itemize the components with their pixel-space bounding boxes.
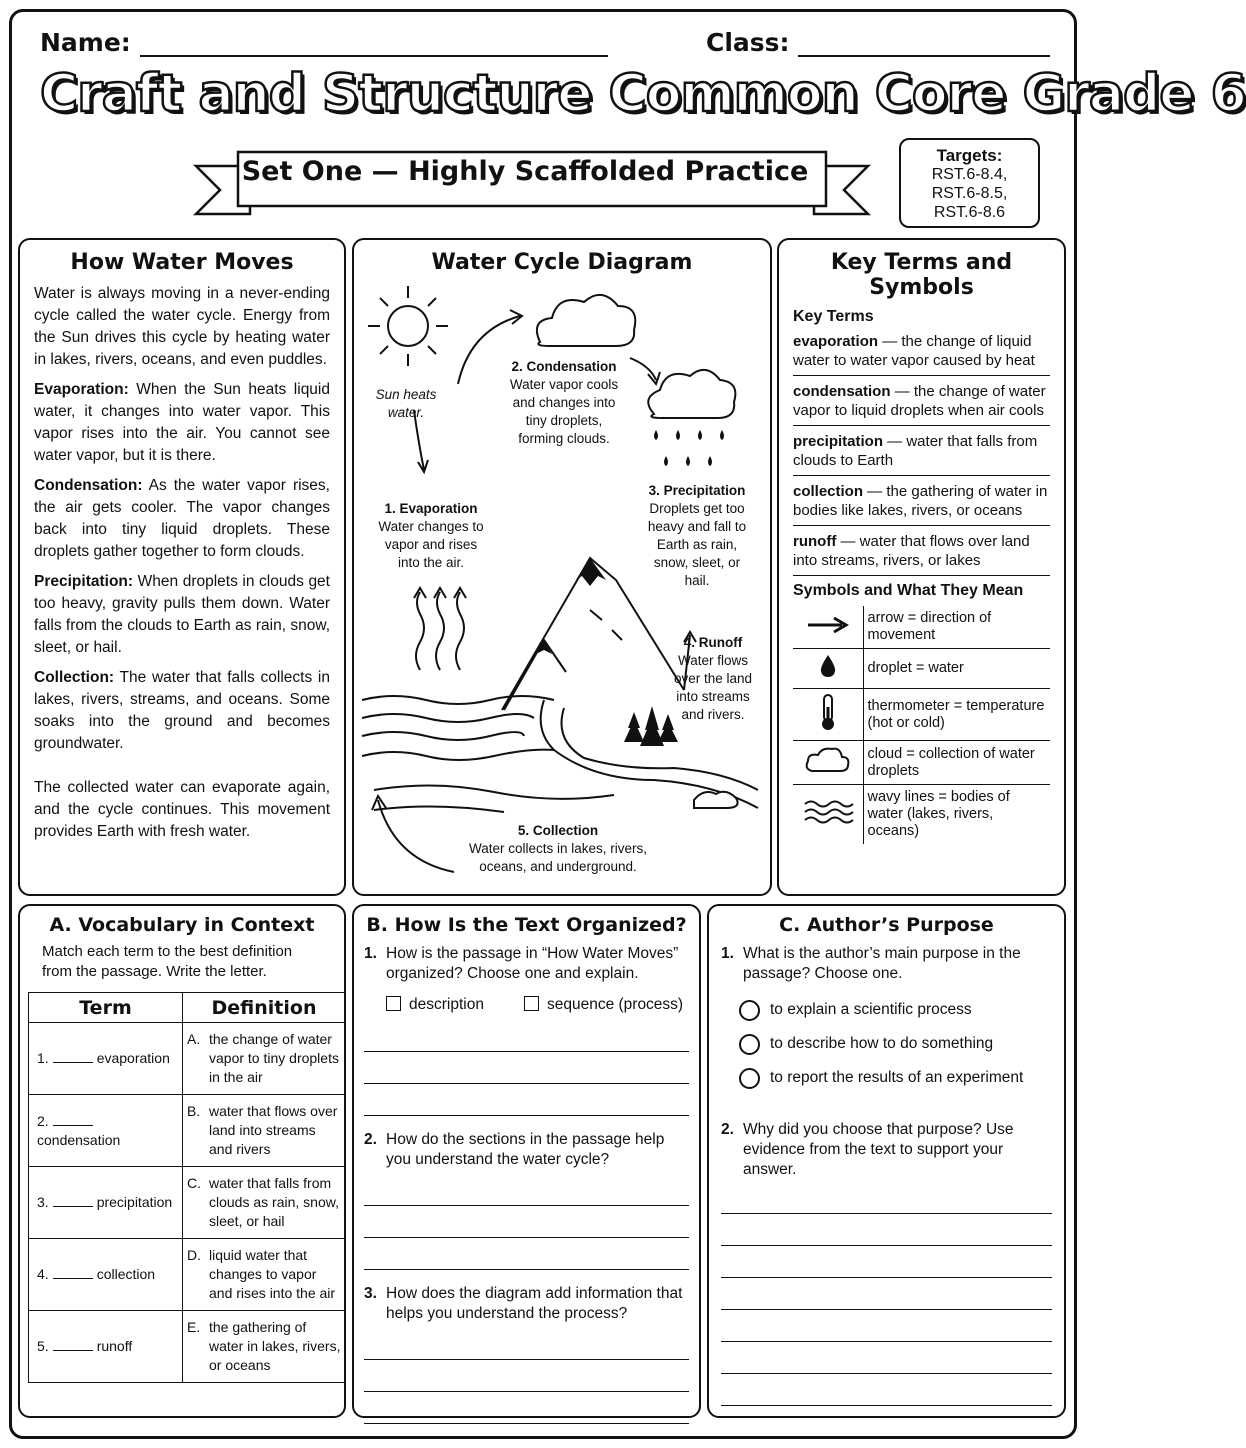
rain-cloud-icon <box>648 370 735 418</box>
passage-section: Evaporation: When the Sun heats liquid water, it changes into water vapor. This vapor rises into the air. You cannot see water vapor, but it is there. <box>34 381 330 464</box>
question-2: 2. How do the sections in the passage help you understand the water cycle? <box>364 1131 665 1168</box>
answer-blank[interactable] <box>53 1062 93 1063</box>
checkbox-description[interactable]: description <box>386 996 484 1014</box>
symbol-row: arrow = direction of movement <box>793 606 1050 649</box>
answer-line[interactable] <box>364 1328 689 1360</box>
table-row: 1. evaporation A. the change of water vapor to tiny droplets in the air <box>29 1023 346 1095</box>
droplet-icon <box>818 653 838 679</box>
answer-line[interactable] <box>364 1174 689 1206</box>
col-term: Term <box>29 993 183 1023</box>
col-definition: Definition <box>183 993 346 1023</box>
diagram-panel <box>352 238 772 896</box>
question-3: 3. How does the diagram add information that helps you understand the process? <box>364 1285 683 1322</box>
symbol-row: thermometer = temperature (hot or cold) <box>793 689 1050 741</box>
sun-icon <box>368 286 448 366</box>
key-term: precipitation — water that falls from clouds to Earth <box>793 432 1050 476</box>
class-label: Class: <box>706 28 790 57</box>
name-line[interactable] <box>140 33 608 57</box>
answer-line[interactable] <box>721 1246 1052 1278</box>
symbols-table <box>793 606 1050 844</box>
key-terms-heading: Key Terms <box>793 308 874 325</box>
targets-box <box>899 138 1040 228</box>
wavy-lines-icon <box>803 798 853 826</box>
question-1: 1. What is the author’s main purpose in the passage? Choose one. <box>721 945 1021 982</box>
checkbox-sequence[interactable]: sequence (process) <box>524 996 683 1014</box>
subtitle: Set One — Highly Scaffolded Practice <box>241 156 809 187</box>
radio-option[interactable]: to report the results of an experiment <box>739 1066 1052 1090</box>
organization-panel <box>352 904 701 1418</box>
answer-line[interactable] <box>721 1374 1052 1406</box>
answer-blank[interactable] <box>53 1125 93 1126</box>
table-row: 4. collection D. liquid water that changes to vapor and rises into the air <box>29 1239 346 1311</box>
answer-line[interactable] <box>721 1342 1052 1374</box>
arrow-icon <box>806 615 850 635</box>
answer-line[interactable] <box>364 1238 689 1270</box>
passage-panel <box>18 238 346 896</box>
vocab-panel <box>18 904 346 1418</box>
answer-line[interactable] <box>364 1392 689 1424</box>
symbol-row: cloud = collection of water droplets <box>793 741 1050 785</box>
answer-line[interactable] <box>721 1278 1052 1310</box>
answer-line[interactable] <box>364 1020 689 1052</box>
key-term: evaporation — the change of liquid water to water vapor caused by heat <box>793 332 1050 376</box>
step-evaporation: 1. Evaporation Water changes to vapor and rises into the air. <box>378 501 484 570</box>
answer-line[interactable] <box>721 1310 1052 1342</box>
purpose-title: C. Author’s Purpose <box>779 914 994 936</box>
answer-line[interactable] <box>721 1214 1052 1246</box>
raindrops <box>654 430 724 466</box>
key-terms-panel <box>777 238 1066 896</box>
key-term: collection — the gathering of water in bodies like lakes, rivers, or oceans <box>793 482 1050 526</box>
passage-section: Condensation: As the water vapor rises, the air gets cooler. The vapor changes back into tiny liquid droplets. These droplets gather together to form clouds. <box>34 477 330 560</box>
question-2: 2. Why did you choose that purpose? Use evidence from the text to support your answer. <box>721 1121 1014 1178</box>
step-collection: 5. Collection Water collects in lakes, rivers, oceans, and underground. <box>468 823 648 874</box>
key-term: runoff — water that flows over land into streams, rivers, or lakes <box>793 532 1050 576</box>
answer-blank[interactable] <box>53 1278 93 1279</box>
answer-blank[interactable] <box>53 1350 93 1351</box>
radio-option[interactable]: to describe how to do something <box>739 1032 1052 1056</box>
answer-line[interactable] <box>364 1206 689 1238</box>
answer-line[interactable] <box>364 1052 689 1084</box>
answer-line[interactable] <box>721 1182 1052 1214</box>
class-field[interactable] <box>706 28 1050 57</box>
table-row: 5. runoff E. the gathering of water in lakes, rivers, or oceans <box>29 1311 346 1383</box>
key-term: condensation — the change of water vapor to liquid droplets when air cools <box>793 382 1050 426</box>
passage-section: Precipitation: When droplets in clouds get too heavy, gravity pulls them down. Water falls from the clouds to Earth as rain, snow, sleet, or hail. <box>34 573 330 656</box>
answer-line[interactable] <box>364 1360 689 1392</box>
passage-section: Collection: The water that falls collects in lakes, rivers, streams, and oceans. Some soaks into the ground and becomes groundwater. <box>34 669 330 752</box>
answer-blank[interactable] <box>53 1206 93 1207</box>
passage-title: How Water Moves <box>70 250 294 275</box>
answer-line[interactable] <box>364 1084 689 1116</box>
question-1: 1. How is the passage in “How Water Moves” organized? Choose one and explain. <box>364 945 679 982</box>
radio-option[interactable]: to explain a scientific process <box>739 998 1052 1022</box>
target-item: RST.6-8.5, <box>931 185 1008 202</box>
cloud-icon <box>804 745 852 775</box>
cloud-icon <box>537 295 635 346</box>
sun-label: Sun heats water. <box>375 387 437 420</box>
class-line[interactable] <box>798 33 1050 57</box>
step-precipitation: 3. Precipitation Droplets get too heavy and fall to Earth as rain, snow, sleet, or hail. <box>647 483 747 588</box>
target-item: RST.6-8.4, <box>931 166 1008 183</box>
symbol-row: droplet = water <box>793 649 1050 689</box>
step-condensation: 2. Condensation Water vapor cools and changes into tiny droplets, forming clouds. <box>509 359 619 446</box>
name-label: Name: <box>40 28 131 57</box>
name-field[interactable] <box>40 28 608 57</box>
vocab-title: A. Vocabulary in Context <box>49 914 315 936</box>
target-item: RST.6-8.6 <box>933 204 1006 221</box>
key-title: Key Terms and Symbols <box>830 250 1013 300</box>
vocab-table <box>28 992 346 1383</box>
diagram-title: Water Cycle Diagram <box>431 250 693 275</box>
symbol-row: wavy lines = bodies of water (lakes, rivers, oceans) <box>793 785 1050 845</box>
passage-closing: The collected water can evaporate again, and the cycle continues. This movement provides Earth with fresh water. <box>34 779 330 840</box>
purpose-panel <box>707 904 1066 1418</box>
table-row: 3. precipitation C. water that falls from clouds as rain, snow, sleet, or hail <box>29 1167 346 1239</box>
passage-intro: Water is always moving in a never-ending cycle called the water cycle. Energy from the Sun drives this cycle by heating water in lakes, rivers, oceans, and even puddles. <box>34 285 330 368</box>
targets-title: Targets: <box>936 146 1003 165</box>
vocab-instructions: Match each term to the best definition from the passage. Write the letter. <box>42 943 293 980</box>
organization-title: B. How Is the Text Organized? <box>366 914 687 936</box>
table-row: 2.condensation B. water that flows over land into streams and rivers <box>29 1095 346 1167</box>
symbols-heading: Symbols and What They Mean <box>793 582 1024 599</box>
page-title: Craft and Structure Common Core Grade 6 <box>40 64 1246 124</box>
step-runoff: 4. Runoff Water flows over the land into streams and rivers. <box>673 635 753 722</box>
thermometer-icon <box>819 693 837 731</box>
